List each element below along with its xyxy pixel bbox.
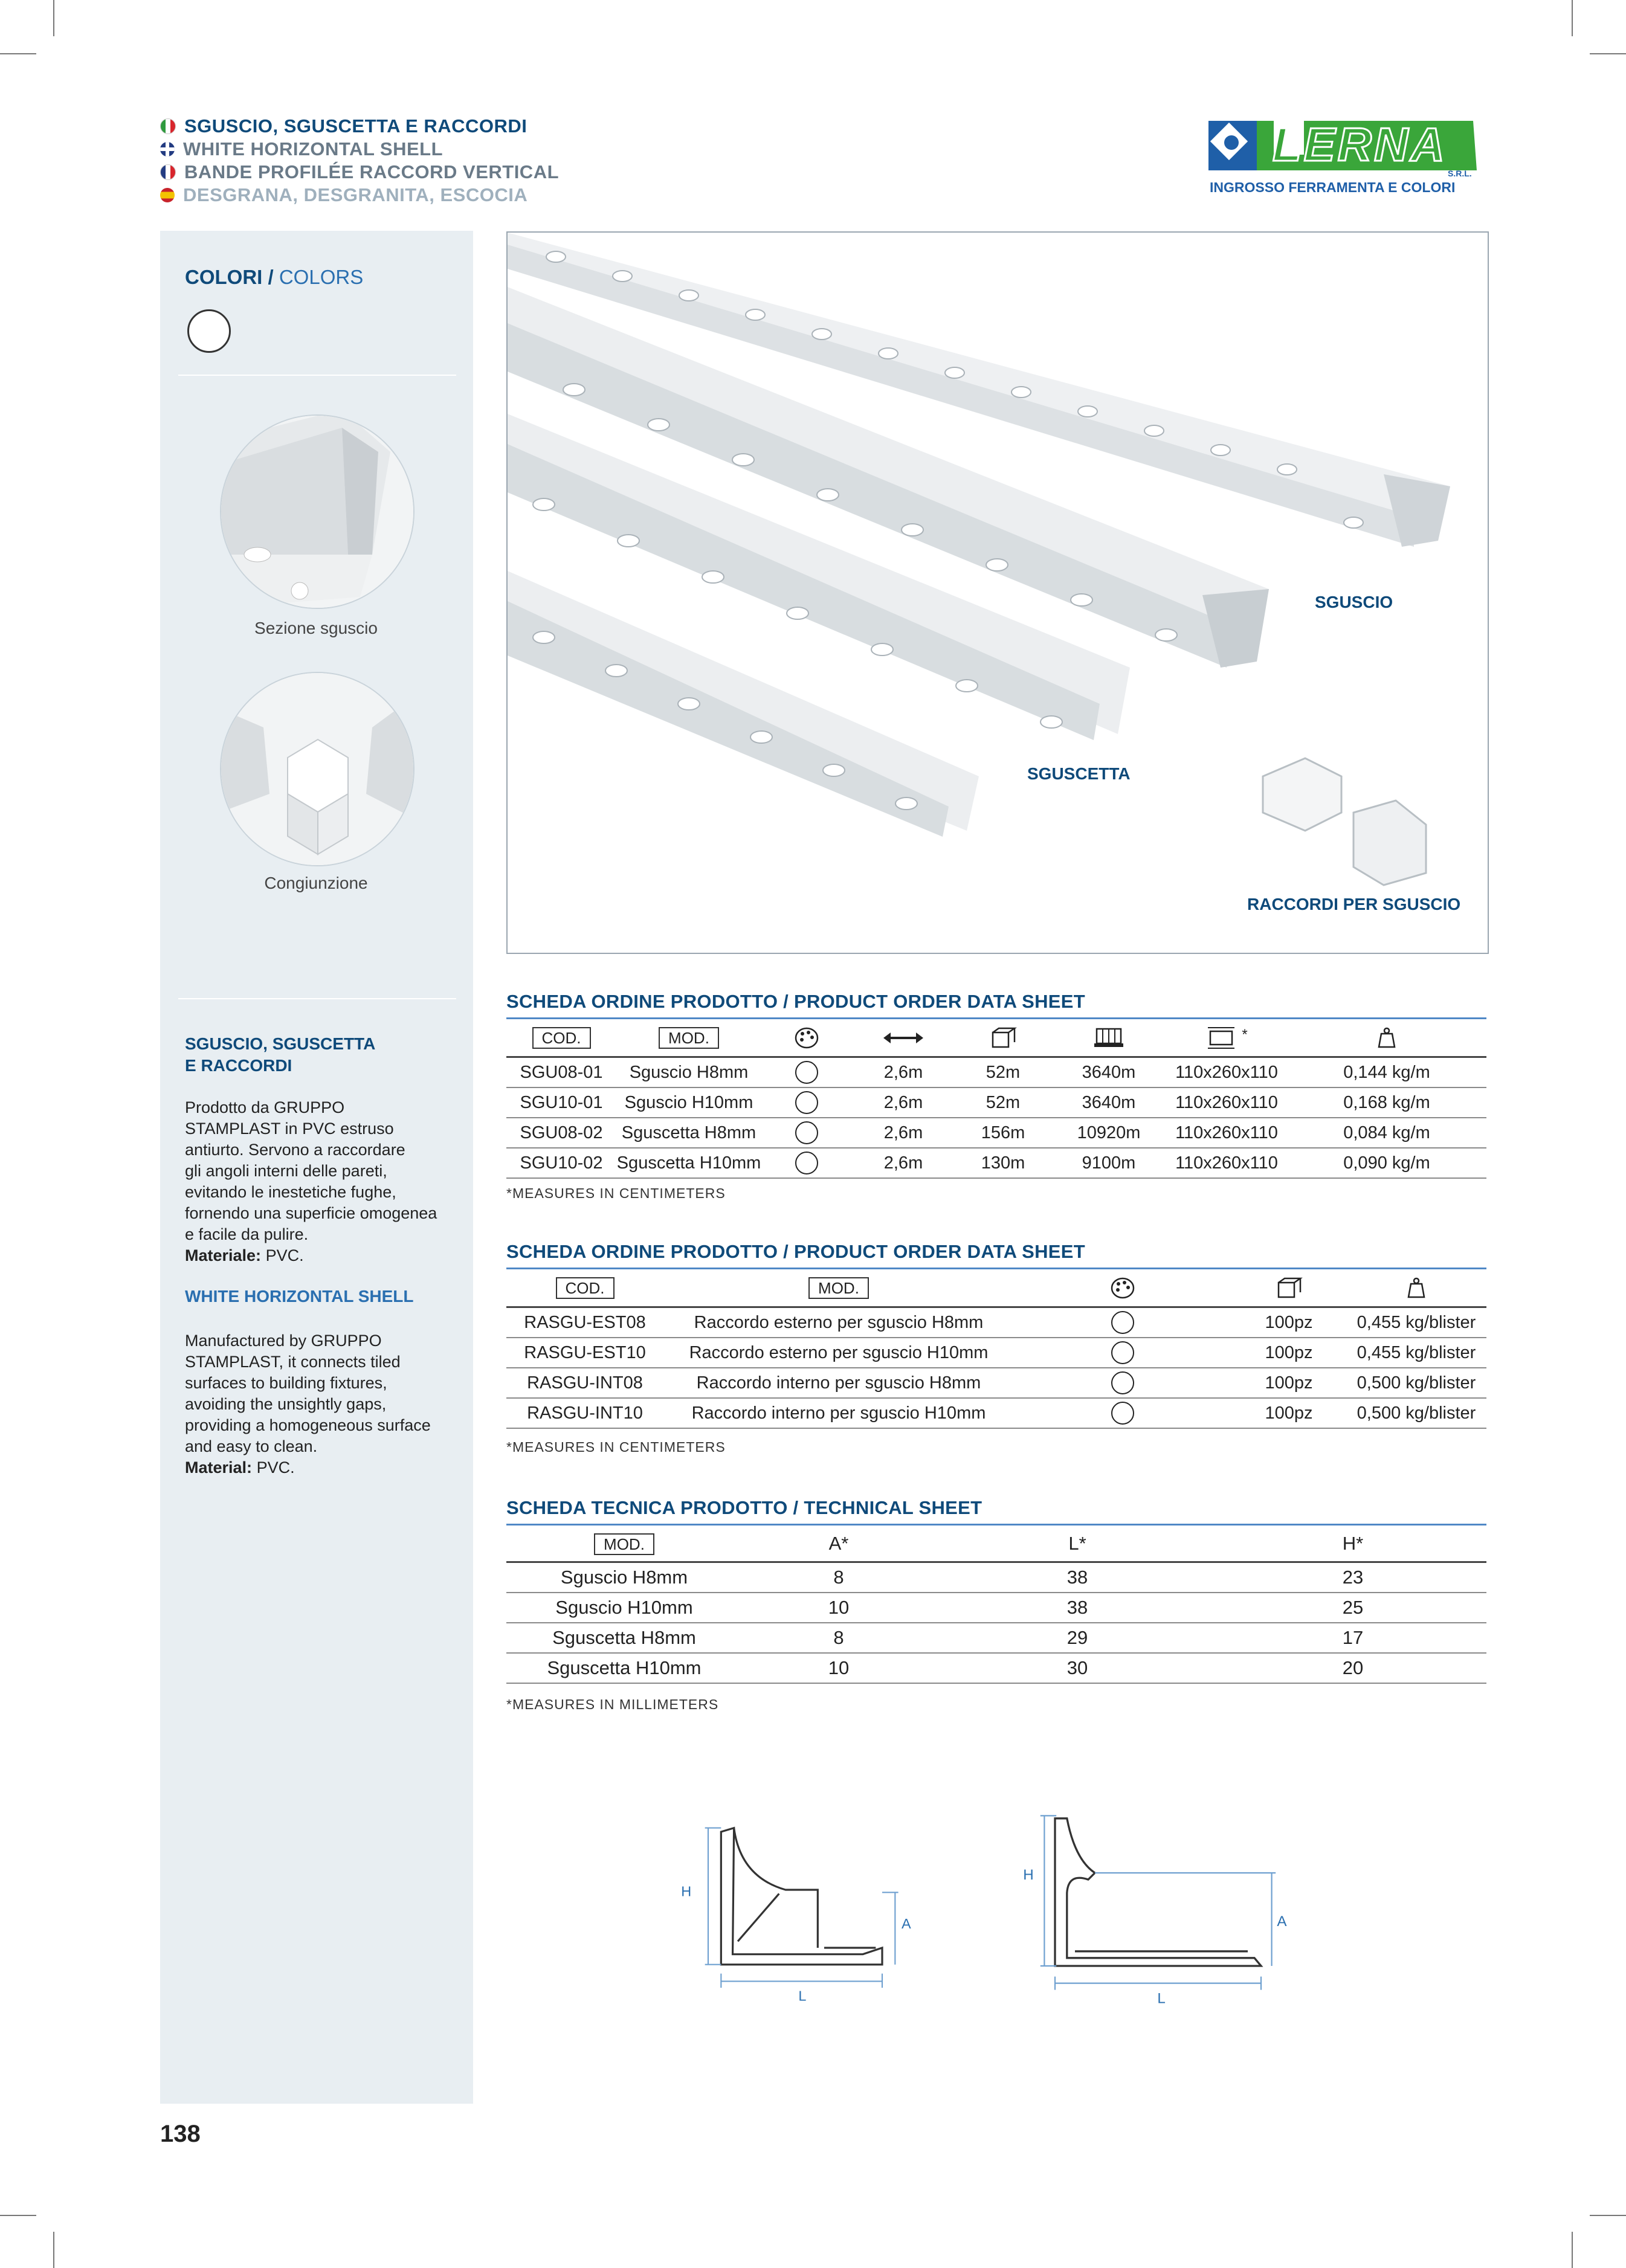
model-header-label: MOD. [808,1277,869,1299]
white-color-swatch [187,309,231,353]
title-text-it: SGUSCIO, SGUSCETTA E RACCORDI [184,115,527,137]
material-label: Material: [185,1458,253,1477]
white-color-swatch [1111,1311,1134,1334]
crop-mark [1572,2232,1573,2268]
cell-color [1014,1307,1231,1338]
palette-icon [793,1026,821,1049]
title-text-fr: BANDE PROFILÉE RACCORD VERTICAL [184,161,560,182]
cell-l: 30 [935,1653,1219,1683]
model-header-label: MOD. [594,1533,654,1555]
table-header-row [506,1526,1486,1562]
cell-color [761,1057,852,1088]
company-logo [1207,118,1479,196]
desc-line: e facile da pulire. [185,1225,309,1243]
cell-weight: 0,084 kg/m [1287,1118,1486,1148]
col-weight-header [1287,1020,1486,1057]
desc-line: STAMPLAST, it connects tiled [185,1353,401,1371]
cell-pallet: 9100m [1051,1148,1166,1178]
cell-package: 130m [955,1148,1051,1178]
cell-code: RASGU-EST08 [506,1307,663,1338]
sguscio-profile-diagram [653,1812,918,2009]
pallet-icon [1092,1026,1126,1049]
col-code-header [506,1020,616,1057]
cell-length: 2,6m [852,1087,955,1118]
order-table-profiles [506,1020,1486,1179]
table-row [506,1653,1486,1683]
white-color-swatch [795,1061,818,1084]
cell-model: Sguscio H10mm [616,1087,761,1118]
table-row [506,1087,1486,1118]
footnote-units-1: *MEASURES IN CENTIMETERS [506,1185,726,1201]
table-row [506,1623,1486,1653]
cell-weight: 0,500 kg/blister [1346,1368,1486,1398]
table-row [506,1057,1486,1088]
cell-package: 100pz [1231,1307,1346,1338]
length-arrow-icon [882,1026,924,1049]
model-header-label: MOD. [659,1027,719,1049]
table-row [506,1368,1486,1398]
col-a-header: A* [742,1526,935,1562]
page-number: 138 [160,2121,201,2147]
cell-a: 10 [742,1593,935,1623]
box-asterisk: * [1242,1026,1248,1043]
desc-line: surfaces to building fixtures, [185,1374,387,1392]
cell-weight: 0,500 kg/blister [1346,1398,1486,1428]
section-rule [506,1017,1486,1019]
technical-sheet-title: SCHEDA TECNICA PRODOTTO / TECHNICAL SHEET [506,1497,982,1518]
order-sheet-title-2: SCHEDA ORDINE PRODOTTO / PRODUCT ORDER DATA SHEET [506,1241,1085,1262]
dimension-label-a: A [902,1916,911,1931]
cell-h: 25 [1219,1593,1486,1623]
col-color-header [1014,1270,1231,1307]
cell-color [761,1118,852,1148]
product-title-block [160,115,559,207]
dimension-label-h: H [681,1883,692,1899]
desc-title-line: SGUSCIO, SGUSCETTA [185,1034,376,1053]
white-color-swatch [795,1152,818,1174]
cell-model: Raccordo esterno per sguscio H8mm [663,1307,1014,1338]
joint-thumbnail [220,672,415,866]
material-line-it [185,1245,457,1266]
white-color-swatch [1111,1371,1134,1394]
cell-model: Sguscetta H10mm [506,1653,742,1683]
table-row [506,1398,1486,1428]
col-weight-header [1346,1270,1486,1307]
cell-weight: 0,455 kg/blister [1346,1338,1486,1368]
svg-text:S.R.L.: S.R.L. [1448,169,1472,178]
footnote-units-2: *MEASURES IN CENTIMETERS [506,1439,726,1455]
cell-pallet: 3640m [1051,1087,1166,1118]
cell-weight: 0,090 kg/m [1287,1148,1486,1178]
cell-model: Sguscetta H8mm [506,1623,742,1653]
logo-tagline: INGROSSO FERRAMENTA E COLORI [1210,179,1456,195]
col-model-header [506,1526,742,1562]
thumbnail-caption-section: Sezione sguscio [254,619,378,637]
white-color-swatch [795,1121,818,1144]
desc-title-line: E RACCORDI [185,1056,292,1075]
order-sheet-title-1: SCHEDA ORDINE PRODOTTO / PRODUCT ORDER DATA SHEET [506,991,1085,1012]
cell-model: Sguscio H8mm [616,1057,761,1088]
sguscetta-profile-diagram [1003,1806,1293,2009]
label-sguscio: SGUSCIO [1315,593,1393,611]
desc-line: fornendo una superficie omogenea [185,1204,437,1222]
italy-flag-icon [160,118,176,134]
table-header-row [506,1020,1486,1057]
dimension-label-l: L [1157,1990,1166,2006]
cell-a: 8 [742,1562,935,1593]
cell-pallet: 3640m [1051,1057,1166,1088]
france-flag-icon [160,164,176,180]
cell-color [1014,1368,1231,1398]
white-color-swatch [1111,1341,1134,1364]
title-line-it [160,115,559,138]
section-rule [506,1268,1486,1269]
title-text-en: WHITE HORIZONTAL SHELL [183,138,444,159]
table-row [506,1562,1486,1593]
cell-code: SGU08-01 [506,1057,616,1088]
desc-line: providing a homogeneous surface [185,1416,431,1434]
cell-h: 17 [1219,1623,1486,1653]
cell-code: SGU10-02 [506,1148,616,1178]
cell-a: 10 [742,1653,935,1683]
title-line-es [160,184,559,207]
label-sguscetta: SGUSCETTA [1027,764,1131,783]
col-h-header: H* [1219,1526,1486,1562]
cell-model: Sguscetta H8mm [616,1118,761,1148]
cell-box: 110x260x110 [1166,1057,1287,1088]
table-row [506,1307,1486,1338]
cell-package: 100pz [1231,1368,1346,1398]
white-color-swatch [795,1091,818,1114]
package-icon [1275,1277,1303,1300]
cell-color [761,1148,852,1178]
cell-package: 100pz [1231,1338,1346,1368]
cell-pallet: 10920m [1051,1118,1166,1148]
cell-length: 2,6m [852,1118,955,1148]
product-photo [506,231,1489,954]
logo-wordmark: LERNA [1273,118,1447,171]
cell-model: Raccordo interno per sguscio H10mm [663,1398,1014,1428]
colors-heading-en: COLORS [279,266,364,288]
cell-code: SGU10-01 [506,1087,616,1118]
cell-h: 20 [1219,1653,1486,1683]
label-raccordi: RACCORDI PER SGUSCIO [1247,895,1461,913]
cell-package: 52m [955,1087,1051,1118]
footnote-units-3: *MEASURES IN MILLIMETERS [506,1696,719,1712]
cell-length: 2,6m [852,1057,955,1088]
table-row [506,1338,1486,1368]
crop-mark [0,2215,36,2216]
desc-line: gli angoli interni delle pareti, [185,1162,387,1180]
col-code-header [506,1270,663,1307]
crop-mark [1572,0,1573,36]
desc-line: STAMPLAST in PVC estruso [185,1120,394,1138]
colors-heading-it: COLORI / [185,266,274,288]
cell-model: Sguscetta H10mm [616,1148,761,1178]
spain-flag-icon [160,188,175,202]
code-header-label: COD. [532,1027,591,1049]
uk-flag-icon [160,142,175,156]
desc-line: antiurto. Servono a raccordare [185,1141,405,1159]
colors-heading [185,266,363,289]
white-color-swatch [1111,1402,1134,1425]
cell-model: Raccordo interno per sguscio H8mm [663,1368,1014,1398]
col-model-header [616,1020,761,1057]
sidebar-english-title: WHITE HORIZONTAL SHELL [185,1287,414,1306]
cell-h: 23 [1219,1562,1486,1593]
dimension-label-a: A [1277,1913,1287,1930]
dimension-label-l: L [798,1988,807,2004]
weight-icon [1402,1277,1430,1300]
profile-section-thumbnail [220,414,415,609]
cell-package: 100pz [1231,1398,1346,1428]
cell-package: 156m [955,1118,1051,1148]
col-box-header [1166,1020,1287,1057]
section-rule [506,1524,1486,1525]
package-icon [989,1026,1017,1049]
desc-line: and easy to clean. [185,1437,318,1455]
palette-icon [1109,1277,1137,1300]
material-label: Materiale: [185,1246,262,1264]
title-text-es: DESGRANA, DESGRANITA, ESCOCIA [183,184,528,205]
cell-weight: 0,455 kg/blister [1346,1307,1486,1338]
table-row [506,1148,1486,1178]
dimension-label-h: H [1023,1867,1034,1883]
crop-mark [53,2232,54,2268]
weight-icon [1373,1026,1401,1049]
description-english [185,1330,457,1478]
cell-model: Sguscio H8mm [506,1562,742,1593]
col-model-header [663,1270,1014,1307]
cell-weight: 0,168 kg/m [1287,1087,1486,1118]
connector-pieces [1263,758,1426,885]
col-length-header [852,1020,955,1057]
cell-model: Sguscio H10mm [506,1593,742,1623]
code-header-label: COD. [556,1277,615,1299]
col-color-header [761,1020,852,1057]
desc-line: evitando le inestetiche fughe, [185,1183,396,1201]
cell-box: 110x260x110 [1166,1118,1287,1148]
desc-line: Manufactured by GRUPPO [185,1332,382,1350]
crop-mark [53,0,54,36]
crop-mark [1590,53,1626,54]
cell-package: 52m [955,1057,1051,1088]
desc-line: avoiding the unsightly gaps, [185,1395,387,1413]
thumbnail-caption-joint: Congiunzione [264,874,368,892]
description-italian [185,1097,457,1266]
cell-code: RASGU-INT10 [506,1398,663,1428]
title-line-fr [160,161,559,184]
cell-l: 38 [935,1593,1219,1623]
material-line-en [185,1457,457,1478]
cell-weight: 0,144 kg/m [1287,1057,1486,1088]
col-l-header: L* [935,1526,1219,1562]
order-table-connectors [506,1270,1486,1429]
sidebar-divider [178,998,456,999]
box-dimension-icon [1205,1026,1242,1049]
table-header-row [506,1270,1486,1307]
col-package-header [955,1020,1051,1057]
col-pallet-header [1051,1020,1166,1057]
cell-code: RASGU-EST10 [506,1338,663,1368]
col-package-header [1231,1270,1346,1307]
table-row [506,1593,1486,1623]
cell-color [1014,1398,1231,1428]
sidebar-divider [178,375,456,376]
cell-a: 8 [742,1623,935,1653]
cell-l: 38 [935,1562,1219,1593]
crop-mark [1590,2215,1626,2216]
desc-line: Prodotto da GRUPPO [185,1098,345,1116]
cell-model: Raccordo esterno per sguscio H10mm [663,1338,1014,1368]
cell-code: SGU08-02 [506,1118,616,1148]
cell-l: 29 [935,1623,1219,1653]
technical-table [506,1526,1486,1684]
sidebar-description-title [185,1033,375,1077]
cell-box: 110x260x110 [1166,1148,1287,1178]
material-value: PVC. [265,1246,304,1264]
cell-code: RASGU-INT08 [506,1368,663,1398]
cell-length: 2,6m [852,1148,955,1178]
cell-box: 110x260x110 [1166,1087,1287,1118]
title-line-en [160,138,559,161]
material-value: PVC. [256,1458,295,1477]
cell-color [1014,1338,1231,1368]
cell-color [761,1087,852,1118]
crop-mark [0,53,36,54]
table-row [506,1118,1486,1148]
